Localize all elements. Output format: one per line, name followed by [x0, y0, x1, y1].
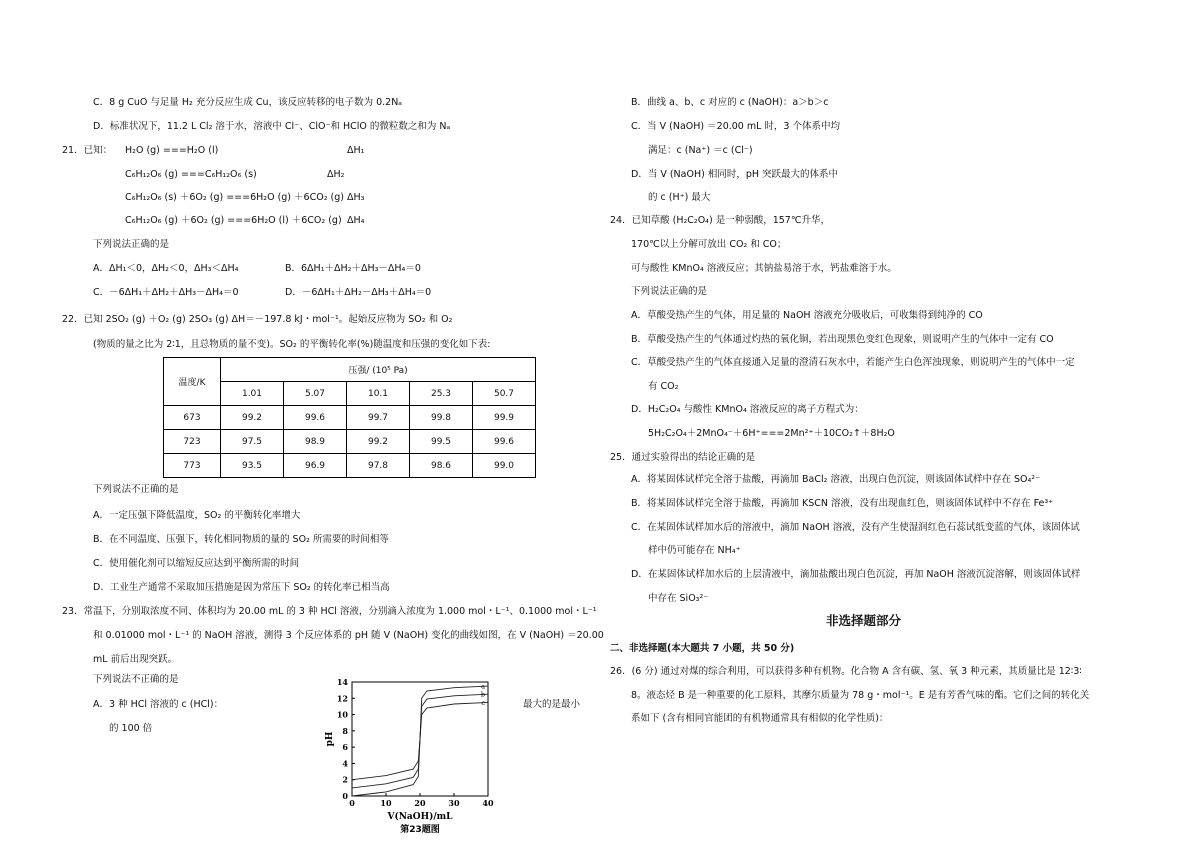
table-row — [164, 454, 536, 478]
table-value-cell: 99.2 — [347, 430, 410, 454]
table-value-cell: 99.8 — [410, 406, 473, 430]
chart-caption: 第23题图 — [400, 825, 440, 835]
table-value-cell: 97.8 — [347, 454, 410, 478]
q24-option-c-line-2: 有 CO₂ — [648, 381, 679, 392]
q21-option-a: A．ΔH₁＜0，ΔH₂＜0，ΔH₃＜ΔH₄ — [93, 263, 239, 274]
q22-stem-line-1: 22．已知 2SO₂ (g) ＋O₂ (g) 2SO₃ (g) ΔH＝－197.8 kJ・mol⁻¹。起始反应物为 SO₂ 和 O₂ — [62, 314, 453, 325]
series-label-b: b — [480, 690, 485, 699]
y-tick-label: 14 — [336, 677, 348, 687]
q22-option-c: C．使用催化剂可以缩短反应达到平衡所需的时间 — [93, 558, 300, 569]
q21-option-c: C．－6ΔH₁＋ΔH₂＋ΔH₃－ΔH₄＝0 — [93, 287, 239, 298]
table-value-cell: 99.0 — [473, 454, 536, 478]
q23-option-a-part3: 的 100 倍 — [109, 723, 153, 734]
q25-option-c-line-2: 样中仍可能存在 NH₄⁺ — [648, 545, 741, 556]
q23-ph-chart — [322, 672, 504, 842]
q23-stem-line-3: mL 前后出现突跃。 — [93, 654, 178, 665]
series-label-a: a — [481, 682, 485, 691]
series-label-c: c — [481, 698, 485, 707]
q21-question: 下列说法正确的是 — [93, 239, 170, 250]
q21-intro: 21．已知： — [62, 145, 113, 156]
table-value-cell: 96.9 — [284, 454, 347, 478]
table-temp-cell: 773 — [164, 454, 221, 478]
q21-dh4: ΔH₄ — [347, 215, 365, 226]
table-pressure-cell: 25.3 — [410, 382, 473, 406]
q24-option-b: B．草酸受热产生的气体通过灼热的氧化铜，若出现黑色变红色现象，则说明产生的气体中一定有 CO — [631, 334, 1054, 345]
table-row — [164, 430, 536, 454]
q23-option-c-line-1: C．当 V (NaOH) ＝20.00 mL 时，3 个体系中均 — [631, 121, 841, 132]
q22-option-d: D．工业生产通常不采取加压措施是因为常压下 SO₂ 的转化率已相当高 — [93, 582, 390, 593]
q21-equation-3: C₆H₁₂O₆ (s) ＋6O₂ (g) ===6H₂O (g) ＋6CO₂ (g) — [125, 192, 344, 203]
table-value-cell: 98.9 — [284, 430, 347, 454]
q24-stem-line-2: 170℃以上分解可放出 CO₂ 和 CO； — [631, 239, 787, 250]
q23-option-d-line-2: 的 c (H⁺) 最大 — [648, 192, 711, 203]
q21-equation-2: C₆H₁₂O₆ (g) ===C₆H₁₂O₆ (s) — [125, 169, 257, 180]
y-tick-label: 0 — [342, 791, 348, 801]
q22-conversion-table — [163, 357, 536, 478]
table-temp-cell: 723 — [164, 430, 221, 454]
x-tick-label: 20 — [414, 798, 426, 808]
x-axis-label: V(NaOH)/mL — [387, 812, 453, 822]
q25-option-c-line-1: C．在某固体试样加水后的溶液中，滴加 NaOH 溶液，没有产生使湿润红色石蕊试纸变蓝的气体，该固体试 — [631, 522, 1080, 533]
table-value-cell: 99.6 — [473, 430, 536, 454]
table-value-cell: 99.7 — [347, 406, 410, 430]
q21-dh1: ΔH₁ — [347, 145, 365, 156]
table-value-cell: 99.9 — [473, 406, 536, 430]
q22-question: 下列说法不正确的是 — [93, 484, 179, 495]
q24-option-a: A．草酸受热产生的气体，用足量的 NaOH 溶液充分吸收后，可收集得到纯净的 CO — [631, 310, 983, 321]
q26-stem-line-1: 26．(6 分) 通过对煤的综合利用，可以获得多种有机物。化合物 A 含有碳、氢、氧 3 种元素，其质量比是 12∶3∶ — [610, 666, 1082, 677]
x-tick-label: 30 — [448, 798, 460, 808]
q22-option-a: A．一定压强下降低温度，SO₂ 的平衡转化率增大 — [93, 510, 301, 521]
x-tick-label: 0 — [349, 798, 355, 808]
y-tick-label: 6 — [342, 742, 348, 753]
q23-option-a-part2: 最大的是最小 — [523, 699, 581, 710]
x-tick-label: 40 — [482, 798, 494, 808]
table-pressure-cell: 5.07 — [284, 382, 347, 406]
q23-stem-line-2: 和 0.01000 mol・L⁻¹ 的 NaOH 溶液，测得 3 个反应体系的 pH 随 V (NaOH) 变化的曲线如图，在 V (NaOH) ＝20.00 — [93, 630, 604, 641]
y-tick-label: 2 — [342, 774, 348, 785]
q24-option-d-line-1: D．H₂C₂O₄ 与酸性 KMnO₄ 溶液反应的离子方程式为： — [631, 404, 864, 415]
q21-equation-4: C₆H₁₂O₆ (g) ＋6O₂ (g) ===6H₂O (l) ＋6CO₂ (g) — [125, 215, 342, 226]
table-value-cell: 99.6 — [284, 406, 347, 430]
table-row — [164, 406, 536, 430]
q24-option-d-equation: 5H₂C₂O₄＋2MnO₄⁻＋6H⁺===2Mn²⁺＋10CO₂↑＋8H₂O — [648, 428, 895, 439]
y-tick-label: 8 — [342, 725, 348, 736]
table-value-cell: 93.5 — [221, 454, 284, 478]
table-value-cell: 99.2 — [221, 406, 284, 430]
q22-option-b: B．在不同温度、压强下，转化相同物质的量的 SO₂ 所需要的时间相等 — [93, 534, 389, 545]
q25-stem: 25．通过实验得出的结论正确的是 — [610, 452, 756, 463]
y-axis-label: pH — [325, 731, 335, 747]
series-line-c — [352, 702, 488, 779]
q20-option-d: D．标准状况下，11.2 L Cl₂ 溶于水，溶液中 Cl⁻、ClO⁻和 HClO 的微粒数之和为 Nₐ — [93, 121, 451, 132]
table-value-cell: 99.5 — [410, 430, 473, 454]
table-temp-header: 温度/K — [164, 358, 221, 406]
q24-stem-line-3: 可与酸性 KMnO₄ 溶液反应；其钠盐易溶于水，钙盐难溶于水。 — [631, 263, 897, 274]
table-pressure-cell: 1.01 — [221, 382, 284, 406]
q25-option-b: B．将某固体试样完全溶于盐酸，再滴加 KSCN 溶液，没有出现血红色，则该固体试样中不存在 Fe³⁺ — [631, 498, 1054, 509]
q23-question: 下列说法不正确的是 — [93, 674, 179, 685]
q21-equation-1: H₂O (g) ===H₂O (l) — [125, 145, 219, 156]
q21-option-d: D．－6ΔH₁＋ΔH₂－ΔH₃＋ΔH₄＝0 — [285, 287, 432, 298]
q21-option-b: B．6ΔH₁＋ΔH₂＋ΔH₃－ΔH₄＝0 — [285, 263, 421, 274]
table-value-cell: 97.5 — [221, 430, 284, 454]
q24-stem-line-1: 24．已知草酸 (H₂C₂O₄) 是一种弱酸，157℃升华， — [610, 215, 831, 226]
section-title: 非选择题部分 — [826, 613, 902, 628]
q23-option-b: B．曲线 a、b、c 对应的 c (NaOH)：a＞b＞c — [631, 97, 829, 108]
table-pressure-cell: 50.7 — [473, 382, 536, 406]
x-tick-label: 10 — [380, 798, 392, 808]
q21-dh2: ΔH₂ — [327, 169, 345, 180]
y-tick-label: 12 — [336, 693, 348, 704]
y-tick-label: 4 — [342, 758, 348, 769]
q24-question: 下列说法正确的是 — [631, 286, 708, 297]
table-pressure-cell: 10.1 — [347, 382, 410, 406]
q23-stem-line-1: 23．常温下，分别取浓度不同、体积均为 20.00 mL 的 3 种 HCl 溶液，分别滴入浓度为 1.000 mol・L⁻¹、0.1000 mol・L⁻¹ — [62, 606, 597, 617]
section-subtitle: 二、非选择题(本大题共 7 小题，共 50 分) — [610, 643, 795, 654]
y-tick-label: 10 — [336, 709, 348, 720]
q21-dh3: ΔH₃ — [347, 192, 365, 203]
table-pressure-header: 压强/ (10⁵ Pa) — [221, 358, 536, 382]
table-temp-cell: 673 — [164, 406, 221, 430]
q25-option-d-line-1: D．在某固体试样加水后的上层清液中，滴加盐酸出现白色沉淀，再加 NaOH 溶液沉淀溶解，则该固体试样 — [631, 569, 1081, 580]
q23-option-c-line-2: 满足：c (Na⁺) ＝c (Cl⁻) — [648, 145, 753, 156]
q23-option-a-part1: A．3 种 HCl 溶液的 c (HCl)： — [93, 699, 224, 710]
q25-option-a: A．将某固体试样完全溶于盐酸，再滴加 BaCl₂ 溶液，出现白色沉淀，则该固体试样中存在 SO₄²⁻ — [631, 474, 1041, 485]
q23-option-d-line-1: D．当 V (NaOH) 相同时，pH 突跃最大的体系中 — [631, 169, 839, 180]
q25-option-d-line-2: 中存在 SiO₃²⁻ — [648, 593, 709, 604]
q20-option-c: C．8 g CuO 与足量 H₂ 充分反应生成 Cu，该反应转移的电子数为 0.2Nₐ — [93, 97, 403, 108]
table-value-cell: 98.6 — [410, 454, 473, 478]
q22-stem-line-2: (物质的量之比为 2∶1，且总物质的量不变)。SO₂ 的平衡转化率(%)随温度和压强的变化如下表: — [93, 339, 491, 350]
q26-stem-line-3: 系如下 (含有相同官能团的有机物通常具有相似的化学性质)： — [631, 713, 889, 724]
q24-option-c-line-1: C．草酸受热产生的气体直接通入足量的澄清石灰水中，若能产生白色浑浊现象，则说明产生的气体中一定 — [631, 357, 1075, 368]
q26-stem-line-2: 8。液态烃 B 是一种重要的化工原料，其摩尔质量为 78 g・mol⁻¹。E 是有芳香气味的酯。它们之间的转化关 — [631, 690, 1090, 701]
